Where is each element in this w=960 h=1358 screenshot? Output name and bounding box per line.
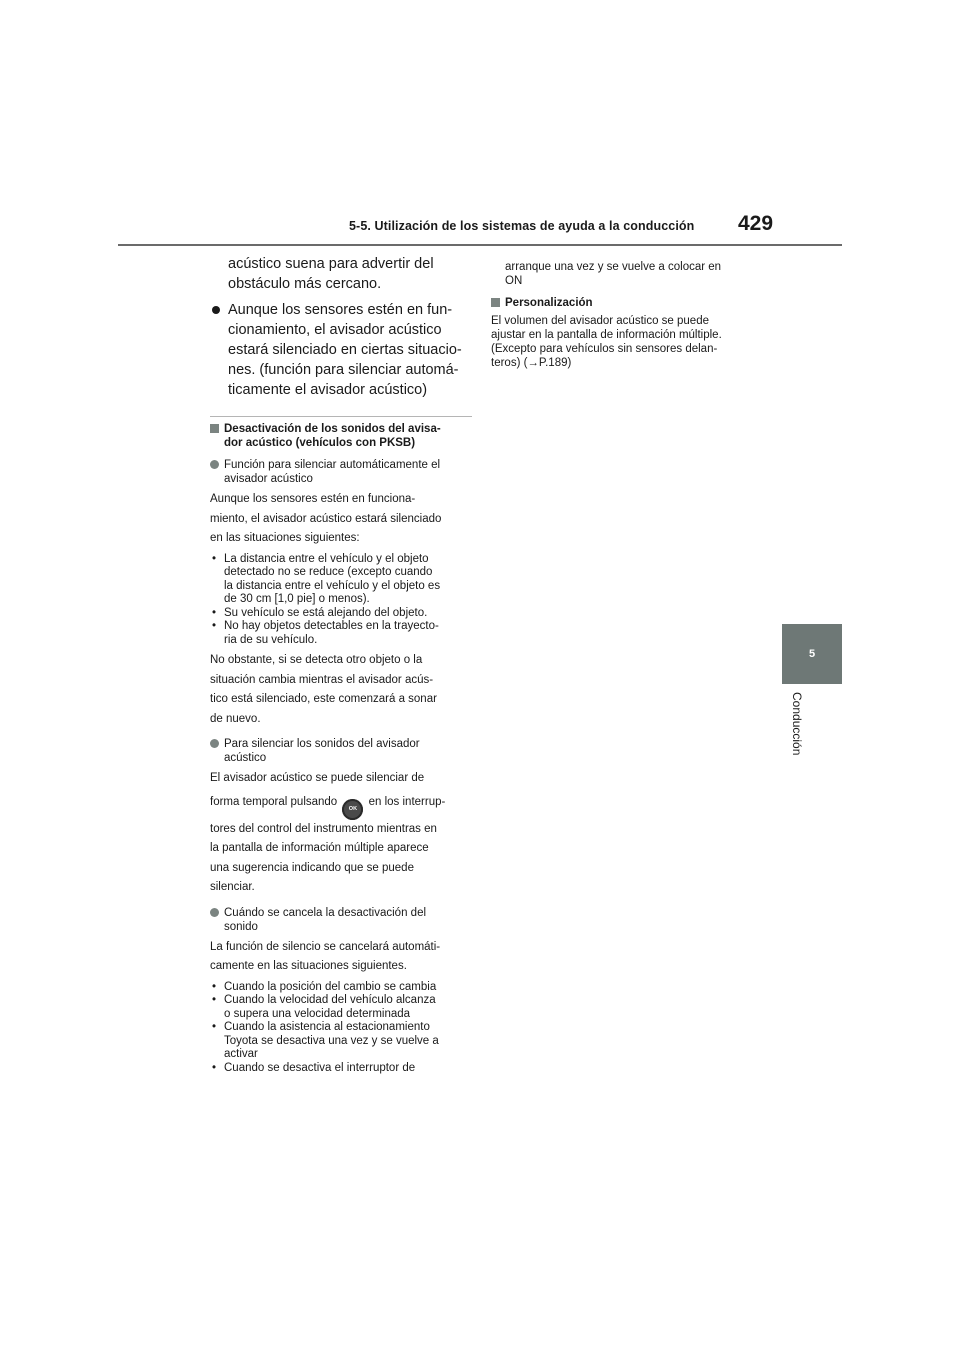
intro-continued xyxy=(210,254,472,294)
list-item-continued xyxy=(491,260,753,288)
text-span: en los interrup- xyxy=(368,795,446,808)
text-line: Personalización xyxy=(505,297,593,309)
text-line: silenciar. xyxy=(210,881,255,893)
text-line: (Excepto para vehículos sin sensores delan- xyxy=(491,343,718,355)
text-line: Cuando la asistencia al estacionamiento xyxy=(224,1021,430,1033)
section-title: 5-5. Utilización de los sistemas de ayuda a la conducción xyxy=(349,219,695,233)
circle-bullet-icon xyxy=(210,460,219,469)
text-line: avisador acústico xyxy=(224,473,313,485)
circle-bullet-icon xyxy=(210,739,219,748)
text-line: Desactivación de los sonidos del avisa- xyxy=(224,423,441,435)
text-line: nes. (función para silenciar automá- xyxy=(228,362,459,378)
section-heading xyxy=(210,422,472,450)
text-line: la pantalla de información múltiple aparece xyxy=(210,842,429,854)
list-item: • Cuando se desactiva el interruptor de xyxy=(210,1062,472,1076)
text-line: sonido xyxy=(224,920,258,933)
circle-bullet-icon xyxy=(210,908,219,917)
text-line: de nuevo. xyxy=(210,712,261,725)
text-line: miento, el avisador acústico estará silenciado xyxy=(210,512,442,525)
cancel-condition-list xyxy=(210,981,472,1076)
text-line: dor acústico (vehículos con PKSB) xyxy=(224,437,416,449)
text-line: El avisador acústico se puede silenciar de xyxy=(210,772,425,784)
text-line: camente en las situaciones siguientes. xyxy=(210,960,407,972)
chapter-number: 5 xyxy=(808,648,816,660)
text-line: estará silenciado en ciertas situacio- xyxy=(228,342,462,358)
condition-list xyxy=(210,553,472,648)
text-line: No hay objetos detectables en la trayecto- xyxy=(224,620,439,632)
text-line: ON xyxy=(505,275,523,287)
chapter-title: Conducción xyxy=(790,692,804,756)
section-divider xyxy=(210,416,472,417)
left-column xyxy=(210,254,472,1075)
text-line: Cuándo se cancela la desactivación del xyxy=(224,906,427,919)
ok-button-icon: OK xyxy=(342,799,363,820)
list-item: • Cuando la velocidad del vehículo alcanza o supera una velocidad determinada xyxy=(210,994,472,1021)
text-line: o supera una velocidad determinada xyxy=(224,1007,411,1020)
text-line: la distancia entre el vehículo y el objeto es xyxy=(224,579,441,592)
text-line: Toyota se desactiva una vez y se vuelve a xyxy=(224,1034,439,1047)
text-line: cionamiento, el avisador acústico xyxy=(228,322,442,338)
subheading xyxy=(210,906,472,934)
big-bullet-item xyxy=(210,300,472,400)
text-line: teros) (→P.189) xyxy=(491,357,572,369)
text-line: obstáculo más cercano. xyxy=(228,276,382,292)
text-line: tores del control del instrumento mientras en xyxy=(210,822,437,835)
paragraph xyxy=(210,938,472,977)
text-line: Cuando se desactiva el interruptor de xyxy=(224,1061,416,1074)
text-line: activar xyxy=(224,1048,258,1060)
text-line: Cuando la posición del cambio se cambia xyxy=(224,980,437,993)
list-item: • No hay objetos detectables en la trayecto- ria de su vehículo. xyxy=(210,620,472,647)
text-line: acústico suena para advertir del xyxy=(228,256,434,272)
text-line: No obstante, si se detecta otro objeto o la xyxy=(210,654,423,666)
text-line: situación cambia mientras el avisador acús- xyxy=(210,673,434,686)
text-line: Aunque los sensores estén en funciona- xyxy=(210,493,416,505)
text-line: Para silenciar los sonidos del avisador xyxy=(224,738,420,750)
text-line: ria de su vehículo. xyxy=(224,633,318,646)
section-heading xyxy=(491,296,753,310)
list-item: • Cuando la asistencia al estacionamiento Toyota se desactiva una vez y se vuelve a activar xyxy=(210,1021,472,1062)
list-item: • Cuando la posición del cambio se cambia xyxy=(210,981,472,995)
header-rule xyxy=(118,244,842,246)
paragraph xyxy=(491,314,753,370)
chapter-tab xyxy=(782,624,842,684)
paragraph xyxy=(210,490,472,549)
bullet-icon xyxy=(212,306,220,314)
text-line: detectado no se reduce (excepto cuando xyxy=(224,566,433,578)
text-line: de 30 cm [1,0 pie] o menos). xyxy=(224,593,370,605)
text-line: tico está silenciado, este comenzará a sonar xyxy=(210,693,437,705)
text-line: en las situaciones siguientes: xyxy=(210,532,360,544)
text-line: Su vehículo se está alejando del objeto. xyxy=(224,606,428,619)
right-column xyxy=(491,256,753,370)
page-number: 429 xyxy=(738,212,774,235)
text-line: El volumen del avisador acústico se puede xyxy=(491,315,709,327)
square-bullet-icon xyxy=(491,298,500,307)
text-line: ajustar en la pantalla de información múltiple. xyxy=(491,329,722,341)
list-item: • La distancia entre el vehículo y el objeto detectado no se reduce (excepto cuando la distancia entre el vehículo y el objeto es de 30 cm [1,0 pie] o menos). xyxy=(210,553,472,607)
text-line-with-button xyxy=(210,789,472,820)
text-line: una sugerencia indicando que se puede xyxy=(210,861,414,874)
list-continued xyxy=(491,260,753,288)
subheading xyxy=(210,737,472,765)
square-bullet-icon xyxy=(210,424,219,433)
text-line: La función de silencio se cancelará automáti- xyxy=(210,940,441,953)
text-line: Cuando la velocidad del vehículo alcanza xyxy=(224,994,436,1006)
text-line: Función para silenciar automáticamente el xyxy=(224,459,441,471)
text-line: Aunque los sensores estén en fun- xyxy=(228,302,453,318)
text-line: La distancia entre el vehículo y el objeto xyxy=(224,552,429,565)
text-line: ticamente el avisador acústico) xyxy=(228,382,428,398)
text-line: arranque una vez y se vuelve a colocar en xyxy=(505,261,722,273)
paragraph xyxy=(210,769,472,898)
subheading xyxy=(210,458,472,486)
paragraph xyxy=(210,651,472,729)
text-line: acústico xyxy=(224,752,267,764)
list-item: • Su vehículo se está alejando del objeto. xyxy=(210,607,472,621)
text-span: forma temporal pulsando xyxy=(210,795,338,808)
